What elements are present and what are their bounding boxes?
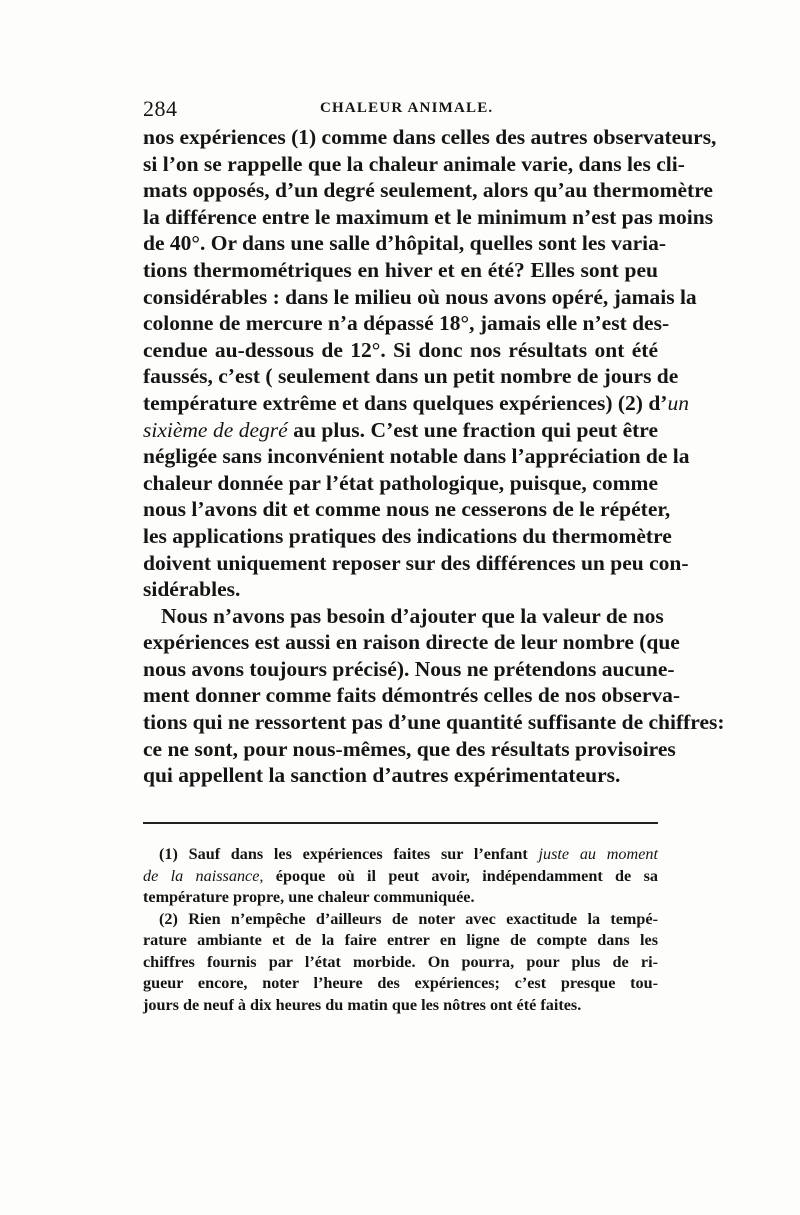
footnote-line: température propre, une chaleur communiquée.	[143, 888, 475, 906]
footnote-line	[143, 844, 658, 866]
italic-segment: un	[667, 390, 689, 415]
text-line	[143, 417, 658, 444]
running-title: CHALEUR ANIMALE.	[320, 100, 494, 116]
text-line: négligée sans inconvénient notable dans l’appréciation de la	[143, 444, 690, 469]
footnote-line: rature ambiante et de la faire entrer en ligne de compte dans les	[143, 931, 658, 949]
text-segment: température extrême et dans quelques expériences) (2) d’	[143, 390, 668, 415]
text-line: ment donner comme faits démontrés celles de nos observa-	[143, 683, 681, 708]
footnotes	[143, 844, 658, 1016]
footnote-line: gueur encore, noter l’heure des expériences; c’est presque tou-	[143, 974, 658, 992]
text-line: expériences est aussi en raison directe de leur nombre (que	[143, 630, 680, 655]
text-line: Nous n’avons pas besoin d’ajouter que la valeur de nos	[161, 603, 664, 628]
footnote-line	[143, 866, 658, 888]
italic-segment: de la naissance,	[143, 866, 264, 885]
text-line: chaleur donnée par l’état pathologique, puisque, comme	[143, 470, 658, 495]
footnote-line: (2) Rien n’empêche d’ailleurs de noter avec exactitude la tempé-	[159, 909, 658, 928]
text-segment: au plus. C’est une fraction qui peut être	[287, 417, 658, 442]
text-line: tions thermométriques en hiver et en été? Elles sont peu	[143, 257, 658, 282]
text-line: cendue au-dessous de 12°. Si donc nos résultats ont été	[143, 337, 658, 362]
text-line: les applications pratiques des indications du thermomètre	[143, 523, 672, 548]
text-line: ce ne sont, pour nous-mêmes, que des résultats provisoires	[143, 736, 676, 761]
text-line: colonne de mercure n’a dépassé 18°, jamais elle n’est des-	[143, 311, 670, 336]
italic-segment: juste au moment	[538, 845, 658, 863]
text-line: la différence entre le maximum et le minimum n’est pas moins	[143, 204, 714, 229]
footnote-divider	[143, 822, 658, 824]
italic-segment: sixième de degré	[143, 417, 288, 442]
text-line: mats opposés, d’un degré seulement, alors qu’au thermomètre	[143, 178, 713, 203]
text-line: de 40°. Or dans une salle d’hôpital, quelles sont les varia-	[143, 231, 667, 256]
page-number: 284	[143, 96, 178, 121]
main-text	[143, 124, 725, 789]
text-line: tions qui ne ressortent pas d’une quantité suffisante de chiffres:	[143, 710, 725, 735]
text-line: considérables : dans le milieu où nous avons opéré, jamais la	[143, 284, 697, 309]
page-header	[143, 96, 658, 120]
text-segment: (1) Sauf dans les expériences faites sur l’enfant	[159, 845, 539, 863]
text-line	[143, 390, 689, 417]
text-line: si l’on se rappelle que la chaleur animale varie, dans les cli-	[143, 151, 685, 176]
text-line: faussés, c’est ( seulement dans un petit nombre de jours de	[143, 364, 679, 389]
text-line: nos expériences (1) comme dans celles des autres observateurs,	[143, 125, 717, 149]
text-line: doivent uniquement reposer sur des différences un peu con-	[143, 550, 689, 575]
text-segment: époque où il peut avoir, indépendamment de sa	[263, 866, 658, 885]
text-line: qui appellent la sanction d’autres expérimentateurs.	[143, 763, 621, 788]
footnote-line: chiffres fournis par l’état morbide. On pourra, pour plus de ri-	[143, 952, 658, 971]
text-line: nous avons toujours précisé). Nous ne prétendons aucune-	[143, 656, 675, 681]
text-line: sidérables.	[143, 577, 241, 602]
text-line: nous l’avons dit et comme nous ne cesserons de le répéter,	[143, 497, 671, 522]
footnote-line: jours de neuf à dix heures du matin que les nôtres ont été faites.	[143, 995, 582, 1014]
